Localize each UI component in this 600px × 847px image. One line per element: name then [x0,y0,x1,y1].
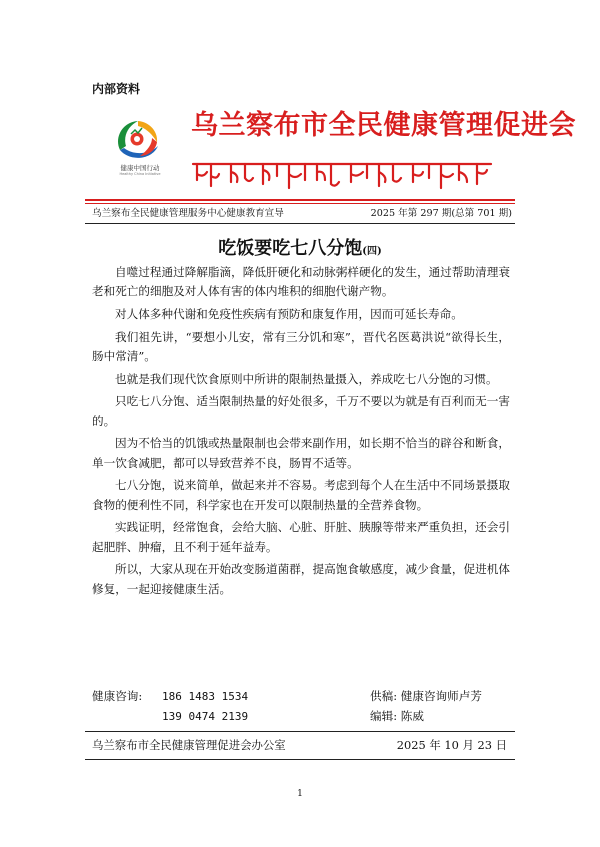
paragraph: 所以，大家从现在开始改变肠道菌群，提高饱食敏感度，减少食量，促进机体修复，一起迎接健康生活。 [92,562,510,596]
contact-label: 健康咨询: [92,689,143,703]
paragraph: 只吃七八分饱、适当限制热量的好处很多，千万不要以为就是有百利而无一害的。 [92,394,510,428]
article-title-suffix: (四) [362,246,382,257]
issue-number: 2025 年第 297 期(总第 701 期) [370,208,512,219]
footer-office: 乌兰察布市全民健康管理促进会办公室 [92,738,286,752]
paragraph: 实践证明，经常饱食，会给大脑、心脏、肝脏、胰腺等带来严重负担，还会引起肥胖、肿瘤，且不利于延年益寿。 [92,520,510,554]
contact-phone-2: 139 0474 2139 [162,709,249,723]
contact-block [92,687,512,726]
issue-info [92,205,512,219]
editor-credit: 编辑: 陈威 [370,708,424,723]
header-rule-thin [85,203,515,204]
article-title-text: 吃饭要吃七八分饱 [218,238,363,259]
issue-info-rule [85,223,515,224]
footer-date: 2025 年 10 月 23 日 [396,738,507,752]
footer-rule-top [85,731,515,732]
logo-caption: 健康中国行动 [120,164,160,172]
article-body [92,263,510,602]
contact-phone-1: 186 1483 1534 [162,690,249,703]
header-rule-thick [85,199,515,201]
contact-label-spacer [92,707,162,727]
paragraph: 因为不恰当的饥饿或热量限制也会带来副作用，如长期不恰当的辟谷和断食，单一饮食减肥，都可以导致营养不良，肠胃不适等。 [92,436,510,470]
internal-label: 内部资料 [92,82,141,96]
organization-title: 乌兰察布市全民健康管理促进会 [191,110,576,141]
mongolian-script-title [191,150,501,192]
paragraph: 七八分饱，说来简单，做起来并不容易。考虑到每个人在生活中不同场景摄取食物的便利性不同，科学家也在开发可以限制热量的全营养食物。 [92,478,510,512]
footer [92,737,507,753]
contributor-credit: 供稿: 健康咨询师卢芳 [370,689,482,703]
paragraph: 对人体多种代谢和免疫性疾病有预防和康复作用，因而可延长寿命。 [115,307,463,321]
paragraph: 自噬过程通过降解脂滴，降低肝硬化和动脉粥样硬化的发生，通过帮助清理衰老和死亡的细胞及对人体有害的体内堆积的细胞代谢产物。 [92,265,510,299]
footer-rule-bottom [85,759,515,760]
article-title [0,234,600,260]
publisher: 乌兰察布全民健康管理服务中心健康教育宣导 [92,208,284,219]
logo-subcaption: Healthy China Initiative [119,172,161,176]
page-number: 1 [297,789,303,799]
paragraph: 我们祖先讲，“要想小儿安，常有三分饥和寒”，晋代名医葛洪说“欲得长生，肠中常清”。 [92,329,510,363]
paragraph: 也就是我们现代饮食原则中所讲的限制热量摄入，养成吃七八分饱的习惯。 [115,371,498,386]
